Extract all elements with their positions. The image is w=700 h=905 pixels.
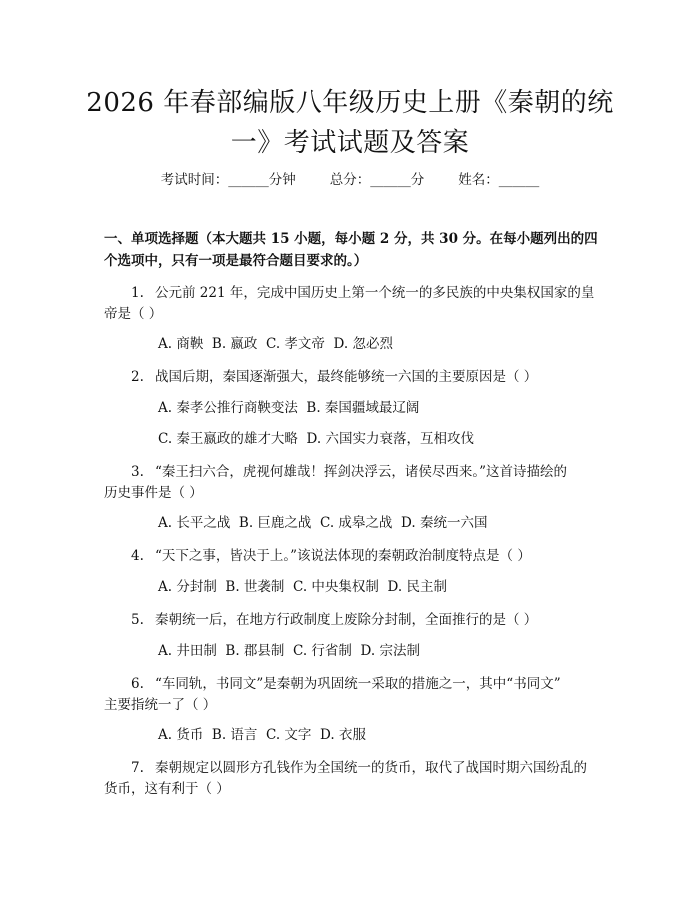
page-title-line1: 2026 年春部编版八年级历史上册《秦朝的统: [86, 88, 614, 118]
question-1-cont: 帝是（ ）: [104, 306, 163, 322]
question-6: [104, 673, 604, 695]
question-2-options-row1: A. 秦孝公推行商鞅变法 B. 秦国疆域最辽阔: [158, 400, 420, 416]
student-name-field: 姓名：______: [458, 172, 540, 188]
question-number: 2.: [131, 369, 144, 385]
question-4-options: A. 分封制 B. 世袭制 C. 中央集权制 D. 民主制: [158, 579, 447, 595]
question-5: [104, 609, 604, 631]
question-1-options: A. 商鞅 B. 嬴政 C. 孝文帝 D. 忽必烈: [158, 336, 393, 352]
section-heading-line2: 个选项中，只有一项是最符合题目要求的。）: [104, 253, 368, 269]
question-number: 5.: [131, 612, 144, 628]
question-text: 战国后期，秦国逐渐强大，最终能够统一六国的主要原因是（ ）: [155, 369, 538, 385]
question-4: [104, 545, 604, 567]
question-5-options: A. 井田制 B. 郡县制 C. 行省制 D. 宗法制: [158, 643, 420, 659]
question-3: [104, 461, 604, 483]
question-6-cont: 主要指统一了（ ）: [104, 697, 217, 713]
exam-time-field: 考试时间：______分钟: [160, 172, 296, 188]
question-number: 6.: [131, 676, 144, 692]
question-number: 4.: [131, 548, 144, 564]
question-7-cont: 货币，这有利于（ ）: [104, 781, 230, 797]
question-3-cont: 历史事件是（ ）: [104, 485, 203, 501]
question-3-options: A. 长平之战 B. 巨鹿之战 C. 成皋之战 D. 秦统一六国: [158, 515, 488, 531]
exam-meta: [0, 170, 700, 190]
section-heading-line1: 一、单项选择题（本大题共 15 小题，每小题 2 分，共 30 分。在每小题列出的四: [104, 231, 598, 247]
question-number: 1.: [131, 285, 144, 301]
question-number: 3.: [131, 464, 144, 480]
question-2: [104, 366, 604, 388]
question-1: [104, 282, 604, 304]
question-2-options-row2: C. 秦王嬴政的雄才大略 D. 六国实力衰落，互相攻伐: [158, 431, 474, 447]
page-title-line2: 一》考试试题及答案: [230, 128, 470, 158]
question-7: [104, 757, 604, 779]
question-number: 7.: [131, 760, 144, 776]
total-score-field: 总分：______分: [329, 172, 425, 188]
question-text: 公元前 221 年，完成中国历史上第一个统一的多民族的中央集权国家的皇: [155, 285, 595, 301]
question-text: 秦朝统一后，在地方行政制度上废除分封制，全面推行的是（ ）: [155, 612, 538, 628]
question-text: “秦王扫六合，虎视何雄哉！挥剑决浮云，诸侯尽西来。”这首诗描绘的: [155, 464, 568, 480]
question-text: “天下之事，皆决于上。”该说法体现的秦朝政治制度特点是（ ）: [155, 548, 531, 564]
question-text: “车同轨，书同文”是秦朝为巩固统一采取的措施之一，其中“书同文”: [155, 676, 561, 692]
question-text: 秦朝规定以圆形方孔钱作为全国统一的货币，取代了战国时期六国纷乱的: [155, 760, 587, 776]
question-6-options: A. 货币 B. 语言 C. 文字 D. 衣服: [158, 727, 366, 743]
